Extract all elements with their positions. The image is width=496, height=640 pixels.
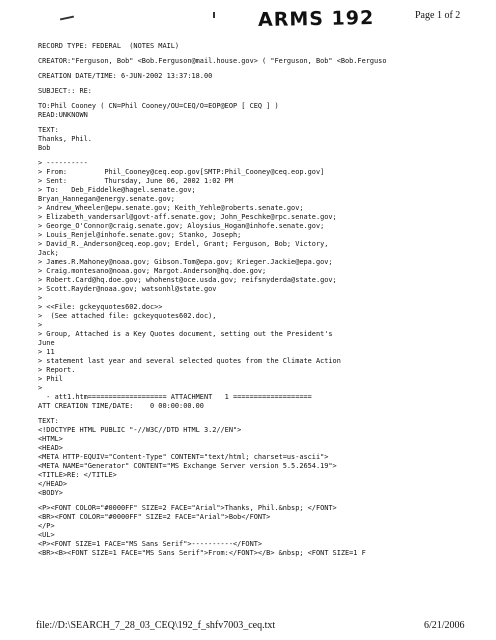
document-line: > <box>38 294 43 302</box>
document-line: > Andrew_Wheeler@epw.senate.gov; Keith_Yehle@roberts.senate.gov; <box>38 204 304 212</box>
page-number: Page 1 of 2 <box>415 10 461 21</box>
document-line: RECORD TYPE: FEDERAL (NOTES MAIL) <box>38 42 180 50</box>
document-line: TEXT: <box>38 417 59 425</box>
document-line: </HEAD> <box>38 480 68 488</box>
footer-date: 6/21/2006 <box>424 620 465 631</box>
document-line: > David_R._Anderson@ceq.eop.gov; Erdel, Grant; Ferguson, Bob; Victory, <box>38 240 329 248</box>
document-line: ATT CREATION TIME/DATE: 0 00:00:00.00 <box>38 402 204 410</box>
document-line: > Louis_Renjel@inhofe.senate.gov; Stanko, Joseph; <box>38 231 242 239</box>
handwritten-mark-1 <box>60 16 74 21</box>
document-line: > To: Deb_Fiddelke@hagel.senate.gov; <box>38 186 196 194</box>
document-line: > James.R.Mahoney@noaa.gov; Gibson.Tom@epa.gov; Krieger.Jackie@epa.gov; <box>38 258 333 266</box>
document-line: > ---------- <box>38 159 88 167</box>
document-line: > Sent: Thursday, June 06, 2002 1:02 PM <box>38 177 233 185</box>
document-line: CREATOR:"Ferguson, Bob" <Bob.Ferguson@mail.house.gov> ( "Ferguson, Bob" <Bob.Ferguso <box>38 57 387 65</box>
document-line: > <box>38 384 43 392</box>
document-line: > Elizabeth_vandersarl@govt-aff.senate.gov; John_Peschke@rpc.senate.gov; <box>38 213 337 221</box>
document-line: > Phil <box>38 375 63 383</box>
document-line: Jack; <box>38 249 59 257</box>
document-line: > statement last year and several selected quotes from the Climate Action <box>38 357 341 365</box>
document-line: > 11 <box>38 348 55 356</box>
document-line: <UL> <box>38 531 55 539</box>
document-line: <META HTTP-EQUIV="Content-Type" CONTENT="text/html; charset=us-ascii"> <box>38 453 329 461</box>
document-line: READ:UNKNOWN <box>38 111 88 119</box>
document-line: > Scott.Rayder@noaa.gov; watsonhl@state.gov <box>38 285 217 293</box>
document-line: TO:Phil Cooney ( CN=Phil Cooney/OU=CEQ/O=EOP@EOP [ CEQ ] ) <box>38 102 279 110</box>
document-line: > (See attached file: gckeyquotes602.doc), <box>38 312 217 320</box>
document-line: <HTML> <box>38 435 63 443</box>
document-line: <!DOCTYPE HTML PUBLIC "-//W3C//DTD HTML 3.2//EN"> <box>38 426 242 434</box>
document-line: > <box>38 321 43 329</box>
document-line: > George_O'Connor@craig.senate.gov; Aloysius_Hogan@inhofe.senate.gov; <box>38 222 325 230</box>
document-line: > Report. <box>38 366 76 374</box>
document-line: <TITLE>RE: </TITLE> <box>38 471 117 479</box>
handwritten-annotation: ARMS 192 <box>257 6 375 32</box>
document-line: > Group, Attached is a Key Quotes document, setting out the President's <box>38 330 333 338</box>
document-line: > <<File: gckeyquotes602.doc>> <box>38 303 163 311</box>
document-line: <META NAME="Generator" CONTENT="MS Exchange Server version 5.5.2654.19"> <box>38 462 337 470</box>
document-line: Bryan_Hannegan@energy.senate.gov; <box>38 195 175 203</box>
footer-file-path: file://D:\SEARCH_7_28_03_CEQ\192_f_shfv7003_ceq.txt <box>36 620 276 631</box>
document-line: <P><FONT SIZE=1 FACE="MS Sans Serif">----------</FONT> <box>38 540 263 548</box>
document-line: <BODY> <box>38 489 63 497</box>
document-line: <P><FONT COLOR="#0000FF" SIZE=2 FACE="Arial">Thanks, Phil.&nbsp; </FONT> <box>38 504 337 512</box>
document-line: Bob <box>38 144 51 152</box>
document-line: <BR><B><FONT SIZE=1 FACE="MS Sans Serif">From:</FONT></B> &nbsp; <FONT SIZE=1 F <box>38 549 366 557</box>
document-line: SUBJECT:: RE: <box>38 87 92 95</box>
document-line: Thanks, Phil. <box>38 135 92 143</box>
document-line: June <box>38 339 55 347</box>
document-line: > From: Phil_Cooney@ceq.eop.gov[SMTP:Phil_Cooney@ceq.eop.gov] <box>38 168 325 176</box>
document-line: TEXT: <box>38 126 59 134</box>
document-line: CREATION DATE/TIME: 6-JUN-2002 13:37:18.00 <box>38 72 213 80</box>
document-body <box>38 42 386 558</box>
document-line: > Craig.montesano@noaa.gov; Margot.Anderson@hq.doe.gov; <box>38 267 267 275</box>
handwritten-mark-2 <box>213 12 215 18</box>
document-line: <BR><FONT COLOR="#0000FF" SIZE=2 FACE="Arial">Bob</FONT> <box>38 513 271 521</box>
document-line: <HEAD> <box>38 444 63 452</box>
document-line: > Robert.Card@hq.doe.gov; whohenst@oce.usda.gov; reifsnyderda@state.gov; <box>38 276 337 284</box>
document-line: - att1.htm=================== ATTACHMENT 1 =================== <box>38 393 312 401</box>
document-line: </P> <box>38 522 55 530</box>
